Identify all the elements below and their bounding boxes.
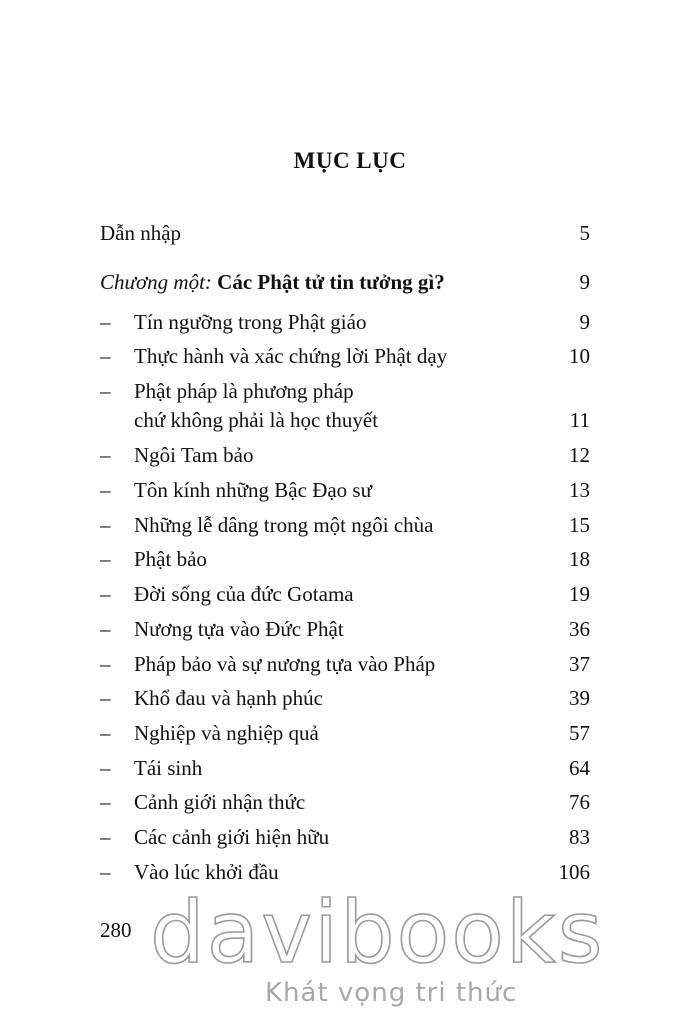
chapter-prefix: Chương một: bbox=[100, 270, 212, 294]
entry-dash: – bbox=[100, 686, 111, 710]
entry-page: 37 bbox=[569, 652, 590, 676]
entry-text: Tín ngưỡng trong Phật giáo bbox=[134, 310, 367, 334]
entry-dash: – bbox=[100, 478, 111, 502]
entry-text: Phật bảo bbox=[134, 547, 207, 571]
entry-text: Khổ đau và hạnh phúc bbox=[134, 686, 323, 710]
entry-page: 36 bbox=[569, 617, 590, 641]
entry-dash: – bbox=[100, 310, 111, 334]
entry-text: Pháp bảo và sự nương tựa vào Pháp bbox=[134, 652, 436, 676]
entry-page: 19 bbox=[569, 582, 590, 606]
entry-page: 106 bbox=[558, 860, 590, 884]
entry-dash: – bbox=[100, 379, 111, 403]
watermark-tagline: Khát vọng tri thức bbox=[265, 978, 518, 1008]
chapter-title: Các Phật tử tin tưởng gì? bbox=[217, 270, 445, 294]
toc-intro-label: Dẫn nhập bbox=[100, 221, 182, 245]
entry-page: 12 bbox=[569, 443, 590, 467]
entry-page: 9 bbox=[579, 310, 590, 334]
entry-text: Tái sinh bbox=[134, 756, 203, 780]
entry-dash: – bbox=[100, 513, 111, 537]
page-number: 280 bbox=[100, 918, 132, 942]
page-title: MỤC LỤC bbox=[293, 148, 407, 173]
entry-dash: – bbox=[100, 790, 111, 814]
chapter-page: 9 bbox=[579, 270, 590, 294]
entry-text: Các cảnh giới hiện hữu bbox=[134, 825, 330, 849]
entry-text: Cảnh giới nhận thức bbox=[134, 790, 306, 814]
entry-text: Vào lúc khởi đầu bbox=[134, 860, 279, 884]
toc-intro-page: 5 bbox=[579, 221, 590, 245]
entry-page: 64 bbox=[569, 756, 590, 780]
toc-entry bbox=[100, 377, 590, 439]
entry-page: 11 bbox=[569, 408, 590, 432]
entry-text-continued: chứ không phải là học thuyết bbox=[134, 408, 379, 432]
entry-page: 10 bbox=[569, 344, 590, 368]
entry-page: 15 bbox=[569, 513, 590, 537]
entry-text: Ngôi Tam bảo bbox=[134, 443, 254, 467]
entry-text: Phật pháp là phương pháp bbox=[134, 379, 354, 403]
entry-dash: – bbox=[100, 344, 111, 368]
entry-dash: – bbox=[100, 721, 111, 745]
entry-page: 18 bbox=[569, 547, 590, 571]
entry-text: Đời sống của đức Gotama bbox=[134, 582, 354, 606]
entry-dash: – bbox=[100, 860, 111, 884]
entry-text: Thực hành và xác chứng lời Phật dạy bbox=[134, 344, 448, 368]
entry-dash: – bbox=[100, 547, 111, 571]
entry-text: Nghiệp và nghiệp quả bbox=[134, 721, 319, 745]
entry-dash: – bbox=[100, 443, 111, 467]
entry-page: 83 bbox=[569, 825, 590, 849]
entry-page: 39 bbox=[569, 686, 590, 710]
entry-page: 76 bbox=[569, 790, 590, 814]
watermark-logo: davibooks bbox=[150, 883, 605, 983]
entry-dash: – bbox=[100, 652, 111, 676]
entry-dash: – bbox=[100, 756, 111, 780]
entry-text: Tôn kính những Bậc Đạo sư bbox=[134, 478, 372, 502]
entry-dash: – bbox=[100, 582, 111, 606]
entry-dash: – bbox=[100, 825, 111, 849]
entry-dash: – bbox=[100, 617, 111, 641]
entry-page: 57 bbox=[569, 721, 590, 745]
entry-text: Những lễ dâng trong một ngôi chùa bbox=[134, 513, 434, 537]
entry-text: Nương tựa vào Đức Phật bbox=[134, 617, 344, 641]
entry-page: 13 bbox=[569, 478, 590, 502]
